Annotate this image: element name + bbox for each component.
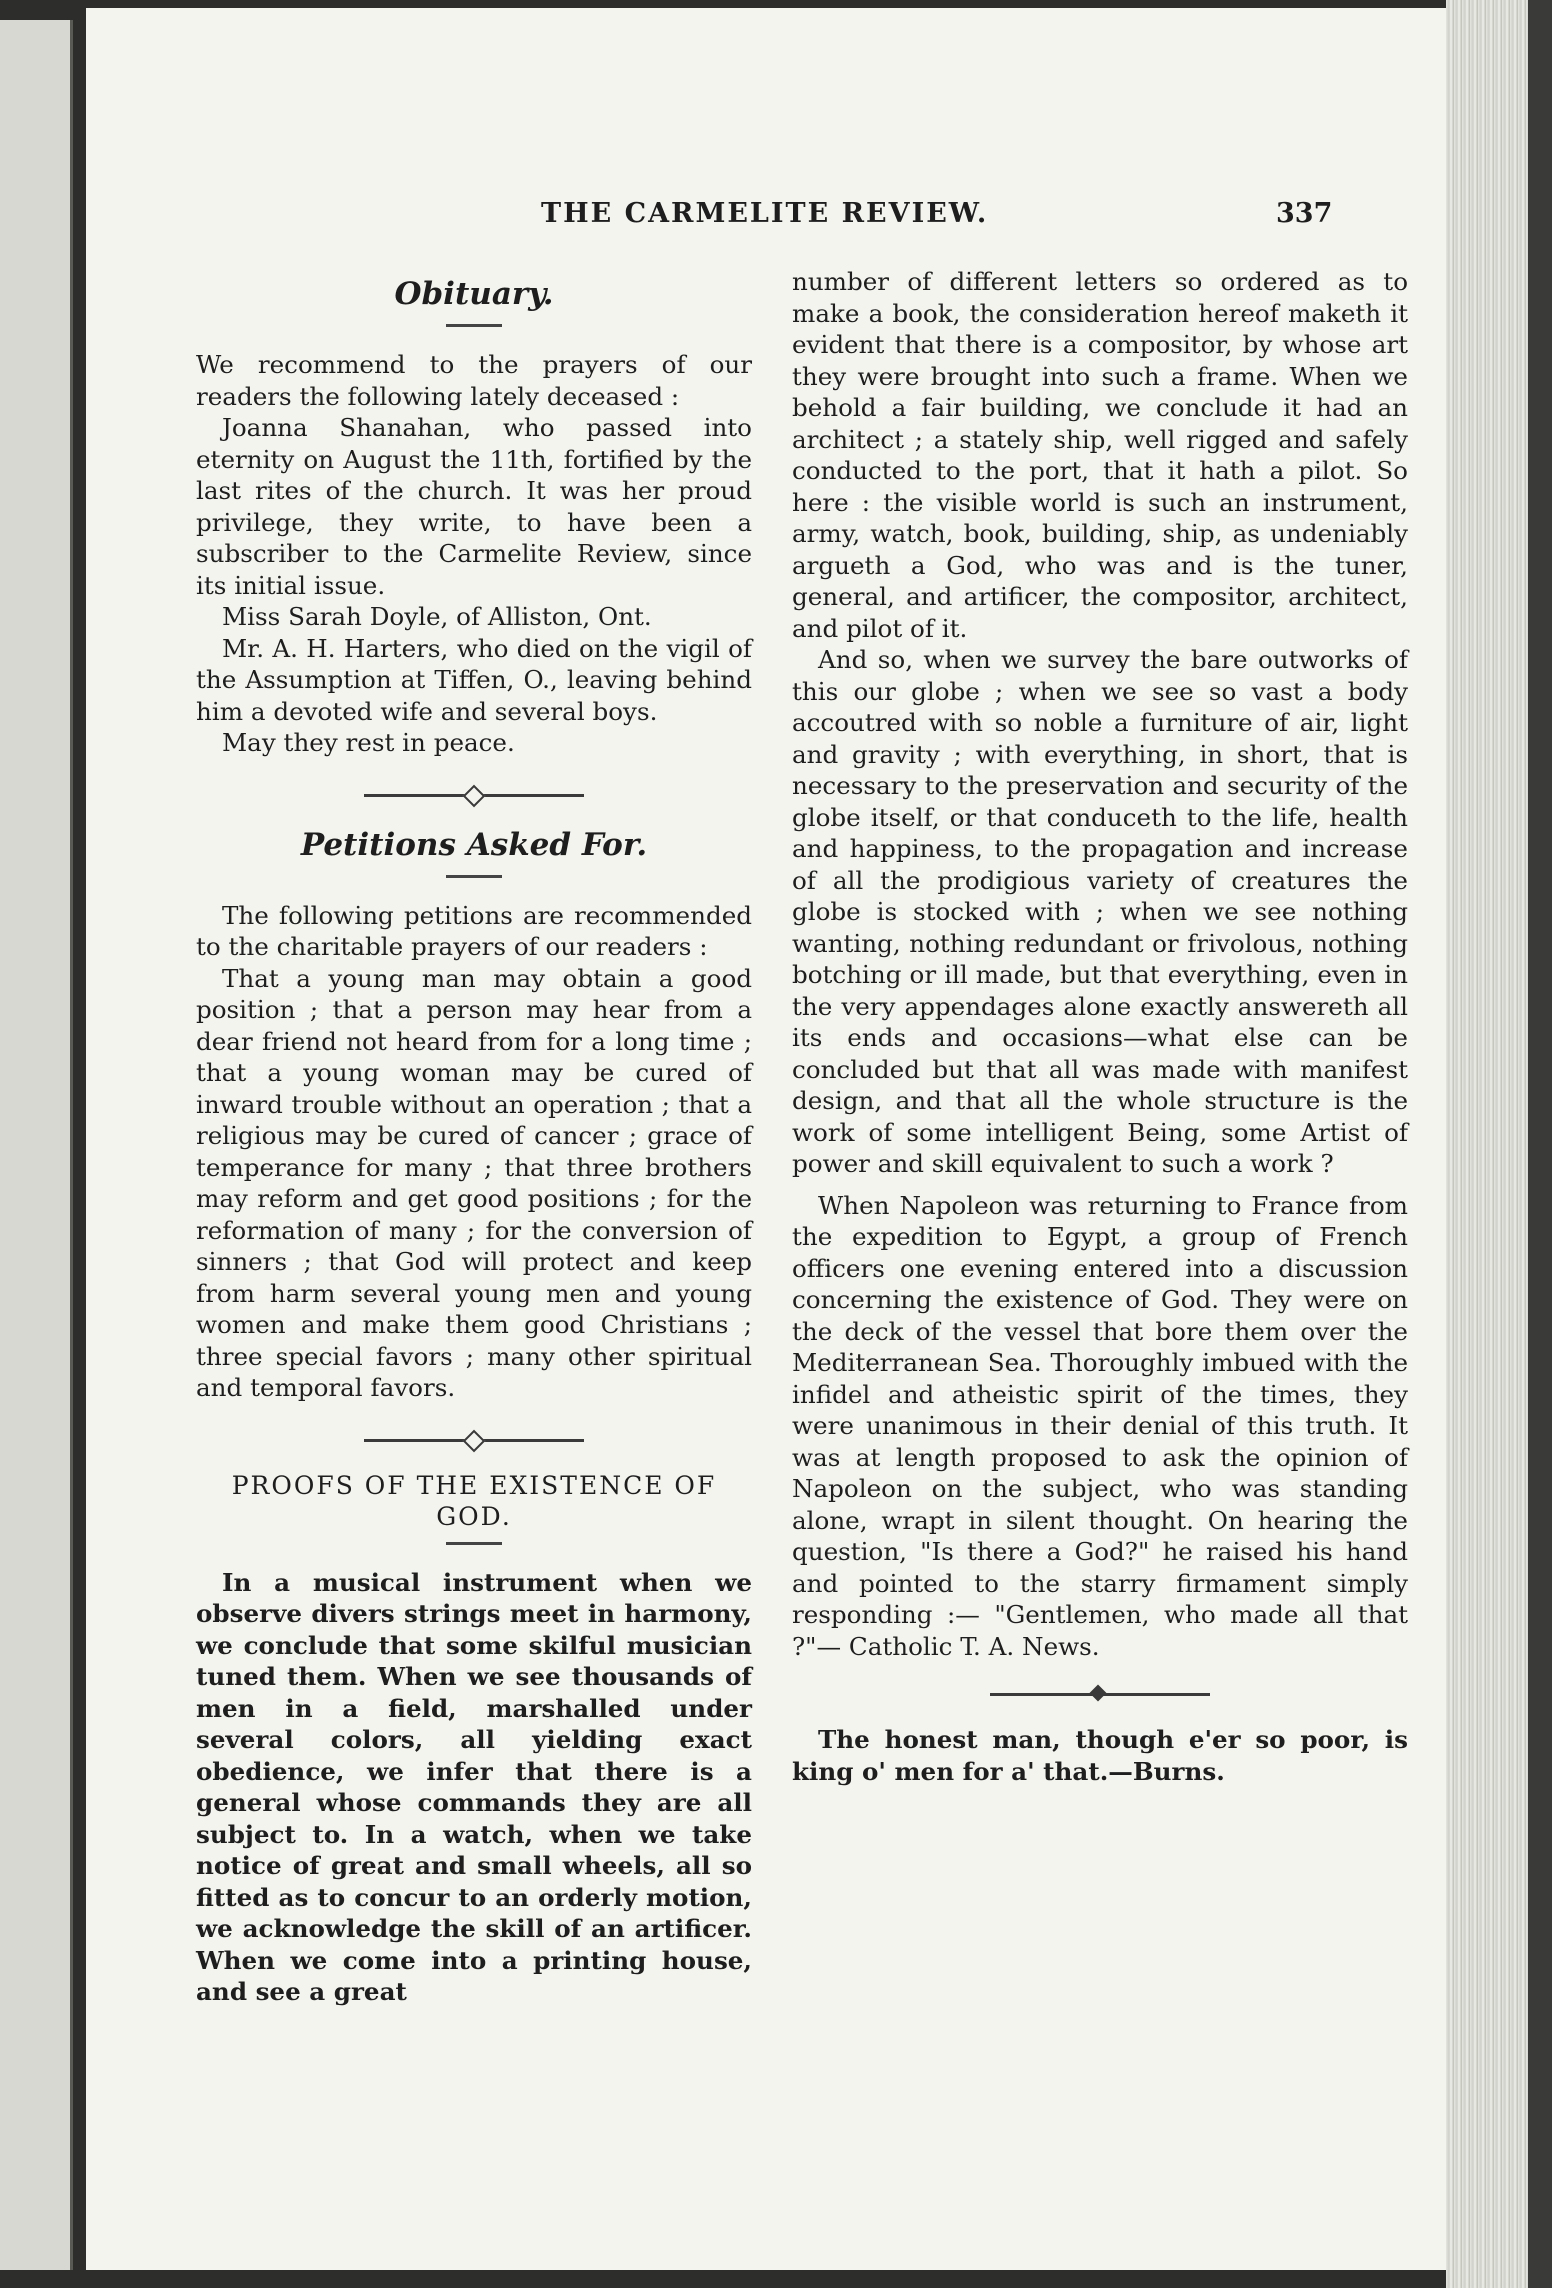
petitions-intro: The following petitions are recommended to the charitable prayers of our readers : [196,900,752,961]
running-title: THE CARMELITE REVIEW. [541,198,989,229]
left-column [196,266,752,2008]
heading-rule [446,324,502,327]
proofs-heading: PROOFS OF THE EXISTENCE OF GOD. [231,1470,717,1531]
petitions-list: That a young man may obtain a good position ; that a person may hear from a dear friend not heard from for a long time ; that a young woman may be cured of inward trouble without an operation ; that a religious may be cured of cancer ; grace of temperance for many ; that three brothers may reform and get good positions ; for the reformation of many ; for the conversion of sinners ; that God will protect and keep from harm several young men and young women and make them good Christians ; three special favors ; many other spiritual and temporal favors. [196,963,752,1402]
section-divider [364,1430,584,1450]
facing-page-edge [0,20,73,2270]
book-page-edges [1446,0,1552,2288]
book-page [86,8,1446,2270]
page-header [86,198,1446,248]
closing-quote: The honest man, though e'er so poor, is king o' men for a' that.—Burns. [792,1725,1408,1786]
section-divider [364,785,584,805]
obituary-closing: May they rest in peace. [222,728,515,757]
proofs-paragraph: In a musical instrument when we observe divers strings meet in harmony, we conclude that some skilful musician tuned them. When we see thousands of men in a field, marshalled under several colors, all yielding exact obedience, we infer that there is a general whose commands they are all subject to. In a watch, when we take notice of great and small wheels, all so fitted as to concur to an orderly motion, we acknowledge the skill of an artificer. When we come into a printing house, and see a great [196,1567,752,2006]
obituary-heading: Obituary. [394,276,554,312]
proofs-paragraph-continued: number of different letters so ordered as to make a book, the consideration hereof maketh it evident that there is a compositor, by whose art they were brought into such a frame. When we behold a fair building, we conclude it had an architect ; a stately ship, well rigged and safely conducted to the port, that it hath a pilot. So here : the visible world is such an instrument, army, watch, book, building, ship, as undeniably argueth a God, who was and is the tuner, general, and artificer, the compositor, architect, and pilot of it. [792,267,1408,643]
heading-rule [446,875,502,878]
petitions-heading: Petitions Asked For. [300,826,648,863]
heading-rule [446,1542,502,1545]
right-column [792,266,1408,1787]
obituary-entry: Joanna Shanahan, who passed into eternity on August the 11th, fortified by the last rites of the church. It was her proud privilege, they write, to have been a subscriber to the Carmelite Review, since its initial issue. [196,413,752,600]
obituary-entry: Mr. A. H. Harters, who died on the vigil of the Assumption at Tiffen, O., leaving behind him a devoted wife and several boys. [196,633,752,726]
napoleon-anecdote: When Napoleon was returning to France from the expedition to Egypt, a group of French officers one evening entered into a discussion concerning the existence of God. They were on the deck of the vessel that bore them over the Mediterranean Sea. Thoroughly imbued with the infidel and atheistic spirit of the times, they were unanimous in their denial of this truth. It was at length proposed to ask the opinion of Napoleon on the subject, who was standing alone, wrapt in silent thought. On hearing the question, "Is there a God?" he raised his hand and pointed to the starry firmament simply responding :— "Gentlemen, who made all that ?"— Catholic T. A. News. [792,1190,1408,1661]
obituary-entry: Miss Sarah Doyle, of Alliston, Ont. [222,602,652,631]
proofs-paragraph: And so, when we survey the bare outworks of this our globe ; when we see so vast a body accoutred with so noble a furniture of air, light and gravity ; with everything, in short, that is necessary to the preservation and security of the globe itself, or that conduceth to the life, health and happiness, to the propagation and increase of all the prodigious variety of creatures the globe is stocked with ; when we see nothing wanting, nothing redundant or frivolous, nothing botching or ill made, but that everything, even in the very appendages alone exactly answereth all its ends and occasions—what else can be concluded but that all was made with manifest design, and that all the whole structure is the work of some intelligent Being, some Artist of power and skill equivalent to such a work ? [792,645,1408,1178]
obituary-intro: We recommend to the prayers of our readers the following lately deceased : [196,350,752,411]
section-divider [990,1684,1210,1704]
page-number: 337 [1276,198,1333,229]
